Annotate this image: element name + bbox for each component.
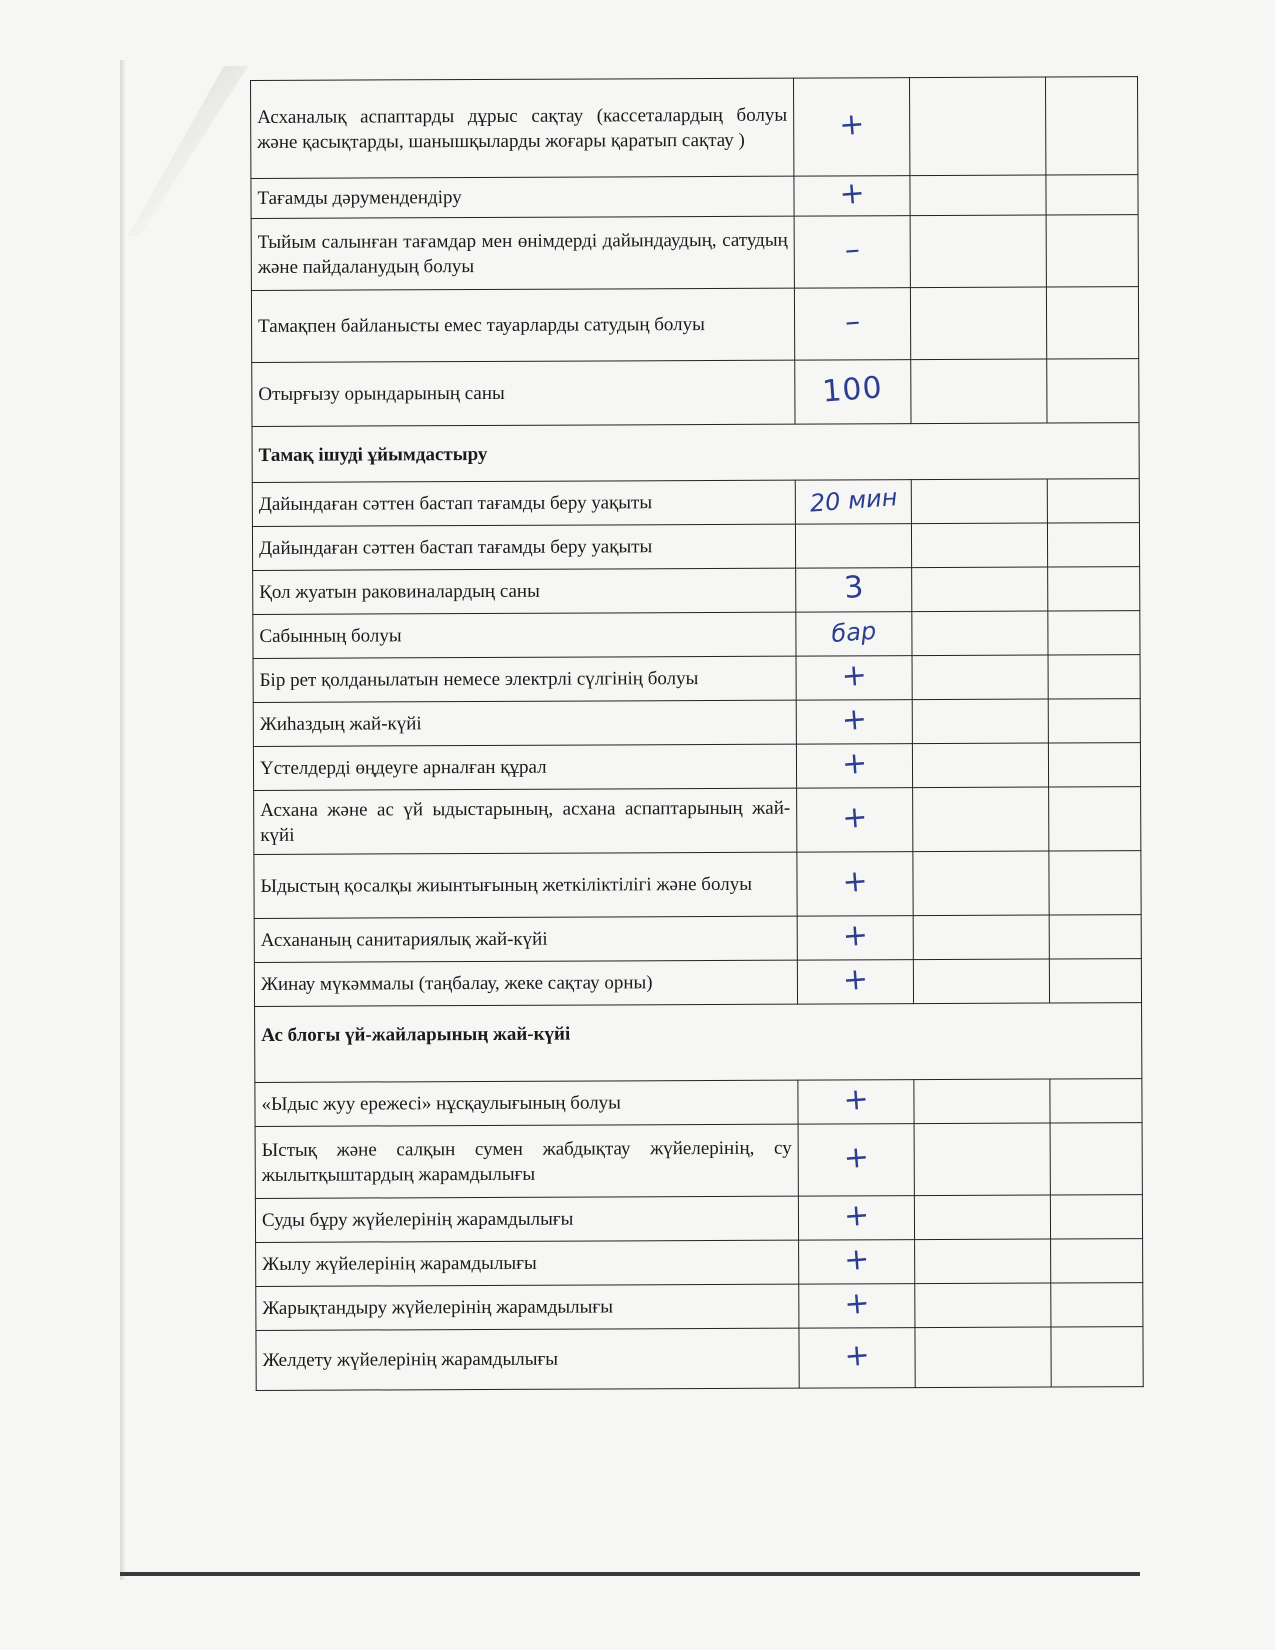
table-row	[254, 959, 1141, 1007]
handwritten-mark: +	[843, 1337, 871, 1375]
table-row	[251, 215, 1138, 291]
section-title: Тамақ ішуді ұйымдастыру	[252, 423, 1139, 483]
row-label: Тағамды дәрумендендіру	[251, 176, 794, 218]
handwritten-mark: бар	[830, 616, 878, 648]
handwritten-mark: +	[842, 1241, 871, 1279]
row-label: Жиһаздың жай-күйі	[253, 700, 796, 746]
table-row	[255, 1195, 1142, 1243]
table-row	[252, 523, 1139, 571]
table-row	[253, 567, 1140, 615]
scan-shadow	[120, 60, 126, 1580]
scan-bottom-edge	[120, 1572, 1140, 1576]
row-label: Суды бұру жүйелерінің жарамдылығы	[255, 1196, 798, 1242]
handwritten-mark: 20 мин	[808, 483, 899, 518]
row-label: Отырғызу орындарының саны	[252, 360, 795, 426]
table-row	[256, 1283, 1143, 1331]
row-label: Жылу жүйелерінің жарамдылығы	[256, 1240, 799, 1286]
handwritten-mark: +	[843, 1285, 871, 1323]
table-row	[252, 479, 1139, 527]
handwritten-mark: +	[840, 799, 869, 837]
handwritten-mark: +	[842, 1139, 871, 1177]
handwritten-mark: +	[842, 1081, 870, 1119]
handwritten-mark: +	[840, 701, 869, 739]
row-label: Дайындаған сәттен бастап тағамды беру уақыты	[252, 524, 795, 570]
table-row	[254, 851, 1141, 919]
table-row	[251, 77, 1138, 179]
table-row	[253, 655, 1140, 703]
handwritten-mark: –	[843, 303, 862, 340]
section-title: Ас блогы үй-жайларының жай-күйі	[255, 1003, 1142, 1083]
row-label: Тамақпен байланысты емес тауарларды сатудың болуы	[251, 288, 794, 362]
section-header-row	[252, 423, 1139, 483]
table-row	[254, 787, 1141, 855]
row-label: «Ыдыс жуу ережесі» нұсқаулығының болуы	[255, 1080, 798, 1126]
handwritten-mark: –	[843, 231, 862, 268]
row-label: Сабынның болуы	[253, 612, 796, 658]
row-label: Асханалық аспаптарды дұрыс сақтау (кассеталардың болуы және қасықтарды, шанышқыларды жоғары қаратып сақтау )	[251, 78, 794, 178]
handwritten-mark: +	[837, 106, 866, 144]
handwritten-mark: +	[841, 961, 870, 999]
table-row	[251, 287, 1138, 363]
handwritten-mark: +	[841, 917, 870, 955]
handwritten-mark: 3	[842, 569, 865, 607]
row-label: Ыдыстың қосалқы жиынтығының жеткіліктілігі және болуы	[254, 852, 797, 918]
table-row	[255, 1079, 1142, 1127]
handwritten-mark: +	[840, 657, 869, 695]
table-row	[251, 175, 1138, 219]
scan-fold-mark	[128, 66, 248, 236]
row-label: Тыйым салынған тағамдар мен өнімдерді дайындаудың, сатудың және пайдаланудың болуы	[251, 216, 794, 290]
table-row	[253, 743, 1140, 791]
handwritten-mark: +	[841, 863, 869, 901]
row-label: Жарықтандыру жүйелерінің жарамдылығы	[256, 1284, 799, 1330]
table-row	[255, 1123, 1142, 1199]
handwritten-mark: +	[840, 745, 869, 783]
handwritten-mark: 100	[821, 370, 885, 410]
table-row	[253, 611, 1140, 659]
row-label: Дайындаған сәттен бастап тағамды беру уақыты	[252, 480, 795, 526]
handwritten-mark: +	[838, 175, 866, 213]
row-label: Жинау мүкәммалы (таңбалау, жеке сақтау орны)	[254, 960, 797, 1006]
row-label: Ыстық және салқын сумен жабдықтау жүйелерінің, су жылытқыштардың жарамдылығы	[255, 1124, 798, 1198]
row-label: Бір рет қолданылатын немесе электрлі сүлгінің болуы	[253, 656, 796, 702]
table-row	[256, 1239, 1143, 1287]
row-label: Асхананың санитариялық жай-күйі	[254, 916, 797, 962]
table-row	[253, 699, 1140, 747]
row-label: Үстелдерді өңдеуге арналған құрал	[253, 744, 796, 790]
table-row	[252, 359, 1139, 427]
row-label: Желдету жүйелерінің жарамдылығы	[256, 1328, 799, 1390]
inspection-table	[250, 76, 1144, 1391]
row-label: Асхана және ас үй ыдыстарының, асхана аспаптарының жай-күйі	[254, 788, 797, 854]
table-row	[256, 1327, 1143, 1391]
handwritten-mark: +	[842, 1197, 871, 1235]
table-row	[254, 915, 1141, 963]
section-header-row	[255, 1003, 1142, 1083]
row-label: Қол жуатын раковиналардың саны	[253, 568, 796, 614]
